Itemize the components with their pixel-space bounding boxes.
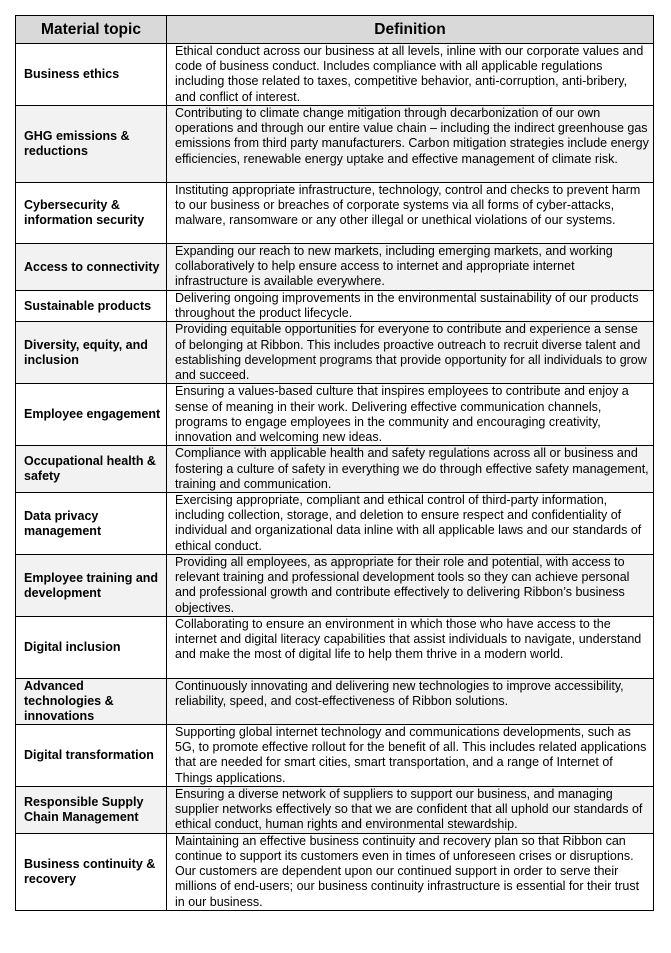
definition-cell: Expanding our reach to new markets, including emerging markets, and working collaboratively to help ensure access to internet and appropriate internet infrastructure is available everywhere. — [167, 244, 654, 291]
topic-cell: Occupational health & safety — [16, 446, 167, 493]
table-row — [16, 244, 654, 291]
table-row — [16, 617, 654, 679]
table-row — [16, 833, 654, 910]
topic-cell: Business continuity & recovery — [16, 833, 167, 910]
table-row — [16, 106, 654, 183]
definition-cell: Providing all employees, as appropriate for their role and potential, with access to relevant training and professional development tools so they can achieve personal and professional growth and contribute effectively to delivering Ribbon’s business objectives. — [167, 555, 654, 617]
topic-cell: Business ethics — [16, 44, 167, 106]
definition-cell: Ethical conduct across our business at all levels, inline with our corporate values and code of business conduct. Includes compliance with all applicable regulations including those related to taxes, competitive behavior, anti-corruption, anti-bribery, and conflict of interest. — [167, 44, 654, 106]
topic-cell: Employee training and development — [16, 555, 167, 617]
material-topics-table — [15, 15, 654, 911]
table-row — [16, 725, 654, 787]
definition-cell: Ensuring a values-based culture that inspires employees to contribute and enjoy a sense of meaning in their work. Delivering effective communication channels, programs to engage employees in the community and encouraging creativity, innovation and welcoming new ideas. — [167, 384, 654, 446]
table-row — [16, 384, 654, 446]
topic-cell: Employee engagement — [16, 384, 167, 446]
topic-cell: Responsible Supply Chain Management — [16, 786, 167, 833]
table-row — [16, 446, 654, 493]
table-row — [16, 786, 654, 833]
definition-cell: Contributing to climate change mitigation through decarbonization of our own operations and through our entire value chain – including the indirect greenhouse gas emissions from third party manufacturers. Carbon mitigation strategies include energy efficiencies, renewable energy uptake and effective management of climate risk. — [167, 106, 654, 183]
definition-cell: Delivering ongoing improvements in the environmental sustainability of our products throughout the product lifecycle. — [167, 291, 654, 322]
topic-cell: Advanced technologies & innovations — [16, 679, 167, 725]
definition-cell: Continuously innovating and delivering new technologies to improve accessibility, reliability, speed, and cost-effectiveness of Ribbon solutions. — [167, 679, 654, 725]
topic-cell: Cybersecurity & information security — [16, 183, 167, 244]
topic-cell: Sustainable products — [16, 291, 167, 322]
definition-cell: Supporting global internet technology and communications developments, such as 5G, to promote effective rollout for the benefit of all. This includes related applications that are needed for smart cities, smart transportation, and a range of Internet of Things applications. — [167, 725, 654, 787]
table-row — [16, 183, 654, 244]
topic-cell: Data privacy management — [16, 493, 167, 555]
table-row — [16, 322, 654, 384]
header-material-topic: Material topic — [16, 16, 167, 44]
table-row — [16, 679, 654, 725]
table-row — [16, 44, 654, 106]
header-row — [16, 16, 654, 44]
table-row — [16, 291, 654, 322]
definition-cell: Ensuring a diverse network of suppliers to support our business, and managing supplier networks effectively so that we are confident that all uphold our standards of ethical conduct, human rights and environmental stewardship. — [167, 786, 654, 833]
table-row — [16, 493, 654, 555]
topic-cell: Diversity, equity, and inclusion — [16, 322, 167, 384]
definition-cell: Exercising appropriate, compliant and ethical control of third-party information, including collection, storage, and deletion to ensure respect and confidentiality of individual and organizational data inline with all applicable laws and our standards of ethical conduct. — [167, 493, 654, 555]
topic-cell: GHG emissions & reductions — [16, 106, 167, 183]
definition-cell: Instituting appropriate infrastructure, technology, control and checks to prevent harm to our business or breaches of corporate systems via all forms of cyber-attacks, malware, ransomware or any other illegal or unethical violations of our systems. — [167, 183, 654, 244]
table-row — [16, 555, 654, 617]
header-definition: Definition — [167, 16, 654, 44]
definition-cell: Maintaining an effective business continuity and recovery plan so that Ribbon can continue to support its customers even in times of unforeseen crises or disruptions. Our customers are dependent upon our continued support in order to serve their millions of end-users; our business continuity infrastructure is essential for their trust in our business. — [167, 833, 654, 910]
definition-cell: Collaborating to ensure an environment in which those who have access to the internet and digital literacy capabilities that assist individuals to navigate, understand and make the most of digital life to help them thrive in a modern world. — [167, 617, 654, 679]
definition-cell: Compliance with applicable health and safety regulations across all or business and fostering a culture of safety in everything we do through effective safety management, training and communication. — [167, 446, 654, 493]
topic-cell: Digital transformation — [16, 725, 167, 787]
topic-cell: Access to connectivity — [16, 244, 167, 291]
definition-cell: Providing equitable opportunities for everyone to contribute and experience a sense of belonging at Ribbon. This includes proactive outreach to recruit diverse talent and establishing development programs that provide opportunity for all individuals to grow and succeed. — [167, 322, 654, 384]
topic-cell: Digital inclusion — [16, 617, 167, 679]
